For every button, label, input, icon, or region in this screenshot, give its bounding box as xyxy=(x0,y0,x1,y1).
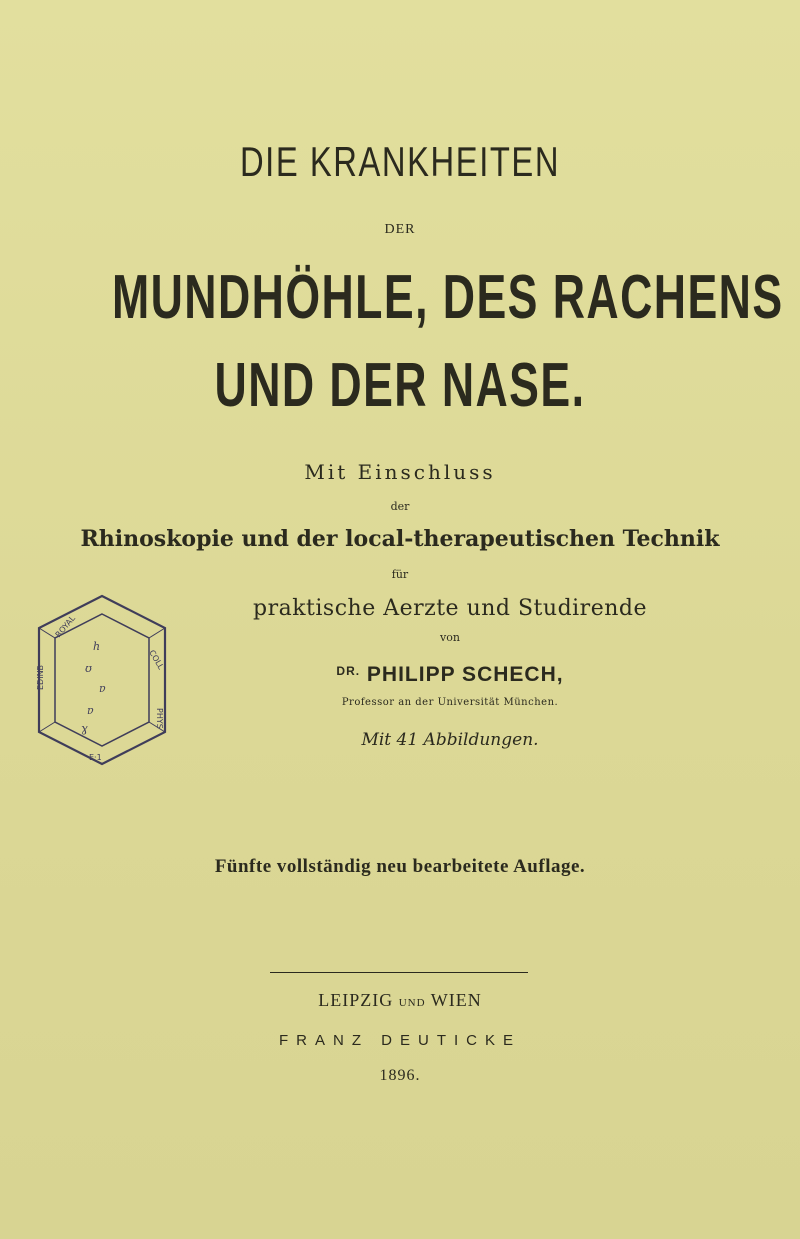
title-line-3: MUNDHÖHLE, DES RACHENS xyxy=(112,263,784,332)
svg-text:ROYAL: ROYAL xyxy=(53,613,78,640)
subtitle-line-2: der xyxy=(390,500,410,513)
subtitle-line-4: für xyxy=(391,568,409,581)
imprint-rule xyxy=(270,972,528,973)
imprint-und: UND xyxy=(398,997,426,1009)
author-name xyxy=(95,663,800,687)
author-prefix: DR. xyxy=(336,664,361,678)
author-fullname: PHILIPP SCHECH, xyxy=(366,663,564,686)
svg-text:PHYS: PHYS xyxy=(155,708,164,729)
imprint-city-2: WIEN xyxy=(430,990,482,1010)
svg-text:h: h xyxy=(93,640,101,653)
title-line-2: DER xyxy=(384,222,416,237)
imprint-year: 1896. xyxy=(379,1067,421,1084)
subtitle-line-1: Mit Einschluss xyxy=(304,460,496,484)
svg-text:ʊ: ʊ xyxy=(85,662,92,675)
author-von: von xyxy=(440,631,460,644)
author-affiliation: Professor an der Universität München. xyxy=(341,697,559,708)
title-line-1: DIE KRANKHEITEN xyxy=(239,138,561,185)
title-line-4: UND DER NASE. xyxy=(214,351,586,420)
imprint-publisher: FRANZ DEUTICKE xyxy=(278,1032,521,1049)
library-stamp-icon xyxy=(29,590,175,770)
svg-text:E·1: E·1 xyxy=(89,753,102,762)
imprint-cities xyxy=(0,990,800,1011)
svg-text:ɐ: ɐ xyxy=(87,704,94,717)
illustrations-note: Mit 41 Abbildungen. xyxy=(361,730,539,750)
edition-statement: Fünfte vollständig neu bearbeitete Auflage. xyxy=(214,856,586,877)
svg-text:EDINB: EDINB xyxy=(36,664,45,690)
imprint-city-1: LEIPZIG xyxy=(318,990,394,1010)
subtitle-line-3: Rhinoskopie und der local-therapeutischen Technik xyxy=(80,526,720,552)
svg-text:COLL: COLL xyxy=(147,648,166,672)
svg-text:ɐ: ɐ xyxy=(99,682,106,695)
svg-text:ɣ: ɣ xyxy=(81,722,88,735)
subtitle-line-5: praktische Aerzte und Studirende xyxy=(252,596,647,621)
